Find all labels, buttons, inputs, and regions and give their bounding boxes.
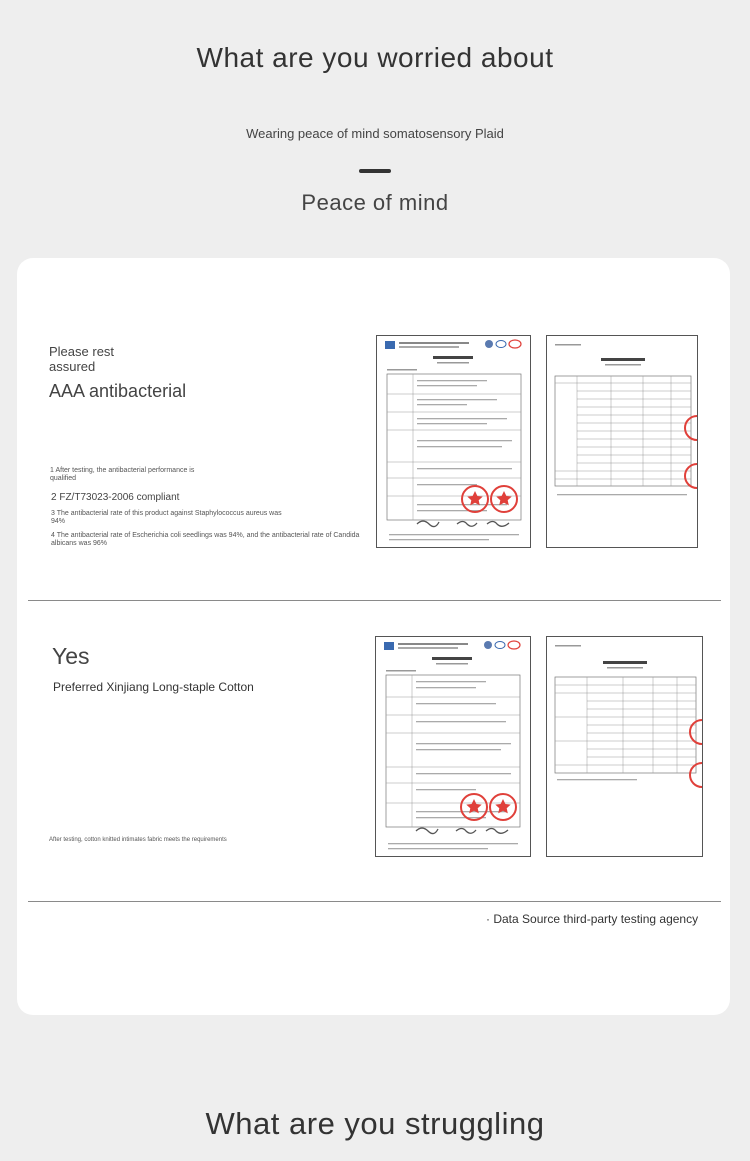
bottom-title: What are you struggling bbox=[205, 1106, 545, 1141]
test-report-image bbox=[377, 336, 531, 548]
title-divider bbox=[359, 169, 391, 173]
section1-kicker-line2: assured bbox=[49, 359, 96, 374]
section2-heading: Yes bbox=[52, 643, 90, 669]
section1-note1-line2: qualified bbox=[50, 475, 77, 482]
section1-note4-line1: 4 The antibacterial rate of Escherichia coli seedlings was 94%, and the antibacterial rate of Candida bbox=[51, 532, 360, 539]
test-report-image-2 bbox=[376, 637, 531, 857]
section2-subheading: Preferred Xinjiang Long-staple Cotton bbox=[53, 680, 254, 694]
page-subtitle: Wearing peace of mind somatosensory Plaid bbox=[246, 126, 504, 141]
test-report-document bbox=[376, 335, 531, 548]
section-divider-2 bbox=[28, 901, 721, 902]
test-report-document-2 bbox=[375, 636, 531, 857]
peace-of-mind-heading: Peace of mind bbox=[301, 190, 449, 215]
section1-note4-line2: albicans was 96% bbox=[51, 540, 108, 547]
data-source-note: · Data Source third-party testing agency bbox=[486, 912, 699, 926]
section1-kicker-line1: Please rest bbox=[49, 344, 115, 359]
section1-note3-line1: 3 The antibacterial rate of this product against Staphylococcus aureus was bbox=[51, 510, 282, 517]
section1-note3-line2: 94% bbox=[51, 518, 66, 525]
section1-heading: AAA antibacterial bbox=[49, 381, 187, 401]
test-results-image-2 bbox=[547, 637, 703, 857]
page-title: What are you worried about bbox=[196, 42, 554, 73]
section1-note2: 2 FZ/T73023-2006 compliant bbox=[51, 492, 180, 503]
section2-note: After testing, cotton knitted intimates fabric meets the requirements bbox=[49, 837, 227, 843]
section-divider bbox=[28, 600, 721, 601]
test-results-document-2 bbox=[546, 636, 703, 857]
test-results-image bbox=[547, 336, 698, 548]
section1-note1-line1: 1 After testing, the antibacterial performance is bbox=[50, 467, 195, 474]
test-results-document bbox=[546, 335, 698, 548]
